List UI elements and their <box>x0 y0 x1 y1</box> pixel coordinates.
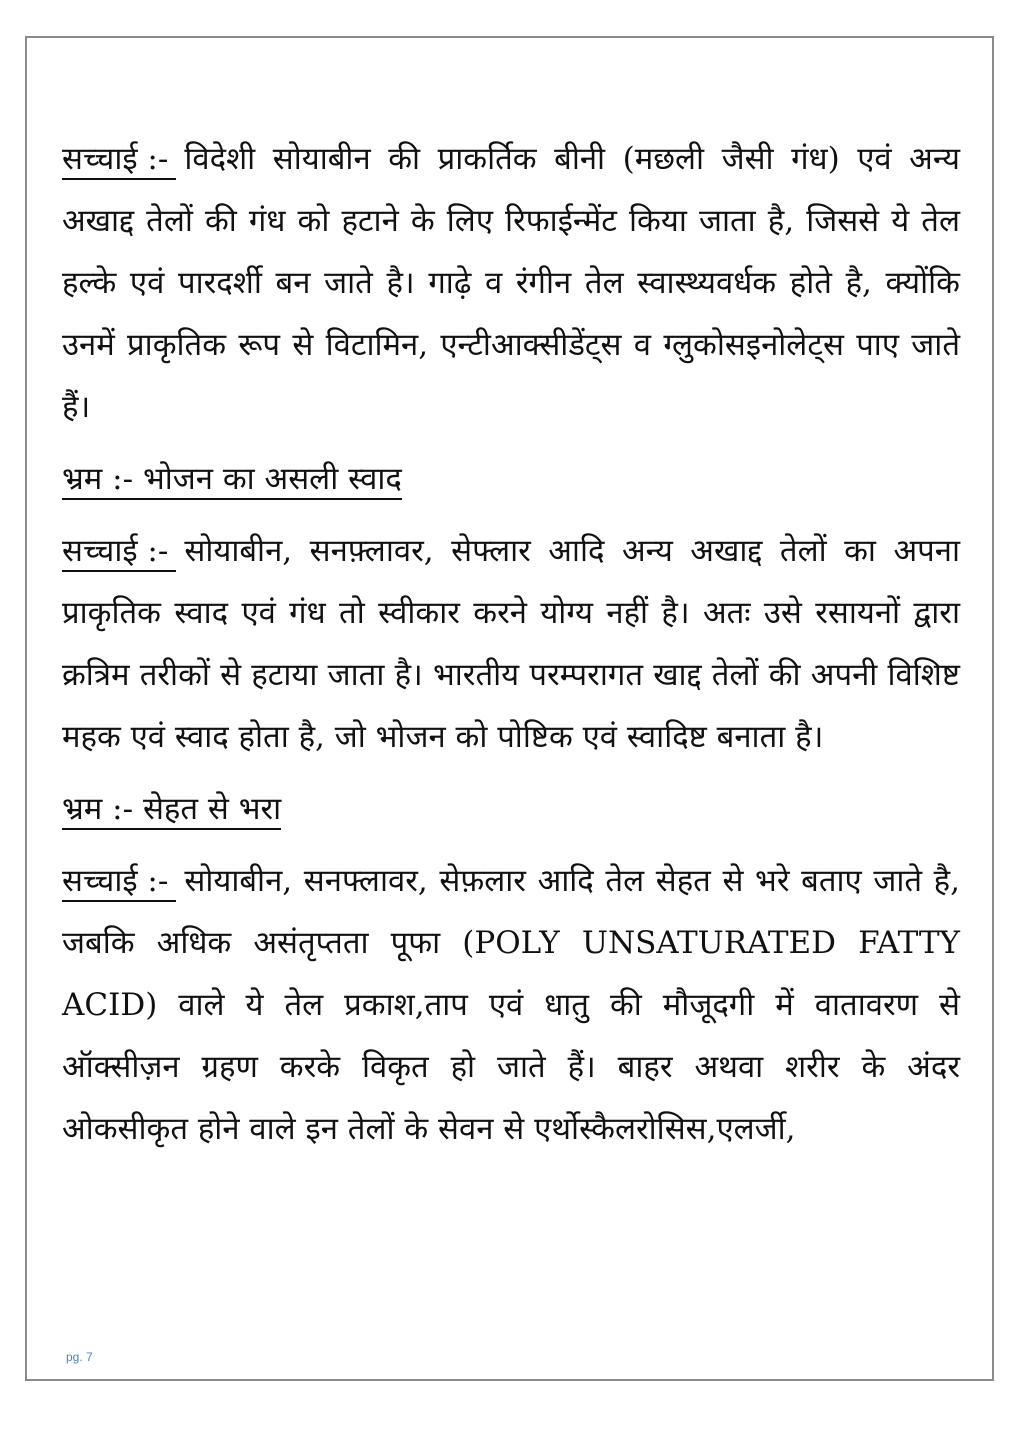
fact-text: विदेशी सोयाबीन की प्राकर्तिक बीनी (मछली जैसी गंध) एवं अन्य अखाद्द तेलों की गंध को हटाने के लिए रिफाईन्मेंट किया जाता है, जिससे ये तेल हल्के एवं पारदर्शी बन जाते है। गाढ़े व रंगीन तेल स्वास्थ्यवर्धक होते है, क्योंकि उनमें प्राकृतिक रूप से विटामिन, एन्टीआक्सीडेंट्स व ग्लुकोसइनोलेट्स पाए जाते हैं। <box>62 141 960 425</box>
fact-label: सच्चाई :- <box>62 140 176 180</box>
fact-label: सच्चाई :- <box>62 862 176 902</box>
fact-text: सोयाबीन, सनफ़्लावर, सेफ्लार आदि अन्य अखाद्द तेलों का अपना प्राकृतिक स्वाद एवं गंध तो स्वीकार करने योग्य नहीं है। अतः उसे रसायनों द्वारा क्रत्रिम तरीकों से हटाया जाता है। भारतीय परम्परागत खाद्द तेलों की अपनी विशिष्ट महक एवं स्वाद होता है, जो भोजन को पोष्टिक एवं स्वादिष्ट बनाता है। <box>62 533 960 755</box>
paragraph-fact-2 <box>62 520 960 768</box>
paragraph-fact-1 <box>62 128 960 438</box>
fact-label: सच्चाई :- <box>62 532 176 572</box>
myth-heading-text: भ्रम :- भोजन का असली स्वाद <box>62 460 402 500</box>
page-number: pg. 7 <box>66 1350 93 1364</box>
heading-myth-health <box>62 778 960 840</box>
document-body <box>62 128 960 1160</box>
heading-myth-taste <box>62 448 960 510</box>
myth-heading-text: भ्रम :- सेहत से भरा <box>62 790 281 830</box>
fact-text: सोयाबीन, सनफ्लावर, सेफ़लार आदि तेल सेहत से भरे बताए जाते है, जबकि अधिक असंतृप्तता पूफा (POLY UNSATURATED FATTY ACID) वाले ये तेल प्रकाश,ताप एवं धातु की मौजूदगी में वातावरण से ऑक्सीज़न ग्रहण करके विकृत हो जाते हैं। बाहर अथवा शरीर के अंदर ओकसीकृत होने वाले इन तेलों के सेवन से एर्थोस्कैलरोसिस,एलर्जी, <box>62 863 960 1147</box>
paragraph-fact-3 <box>62 850 960 1160</box>
